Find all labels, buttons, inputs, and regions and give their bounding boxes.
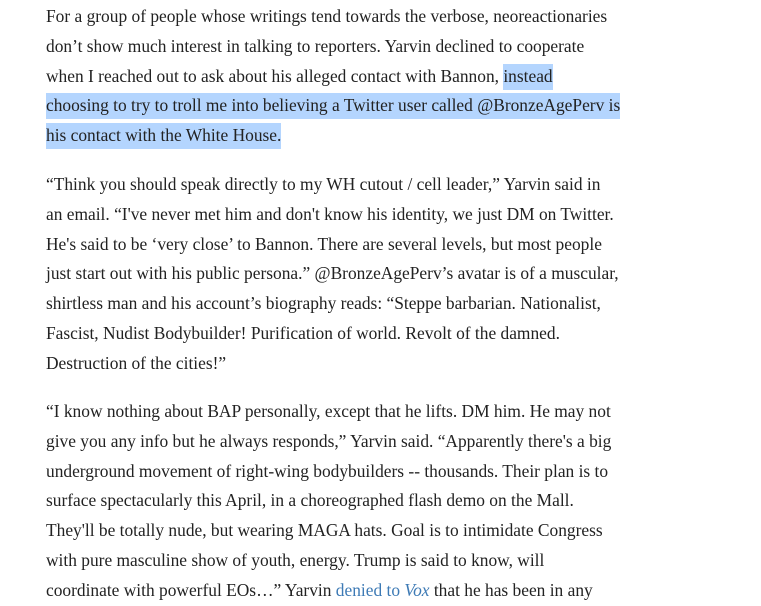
text-line: [46, 62, 620, 92]
text-line: [46, 91, 620, 121]
text-line-part: that he has been in any: [429, 579, 593, 600]
paragraph-1: [46, 2, 620, 151]
vox-link-em[interactable]: Vox: [404, 579, 430, 600]
text-line: [46, 576, 611, 606]
paragraph-3: [46, 397, 611, 606]
text-line: with pure masculine show of youth, energy. Trump is said to know, will: [46, 549, 545, 570]
text-line: don’t show much interest in talking to reporters. Yarvin declined to cooperate: [46, 35, 585, 56]
text-line-part: when I reached out to ask about his alleged contact with Bannon,: [46, 65, 504, 86]
text-line: “I know nothing about BAP personally, except that he lifts. DM him. He may not: [46, 401, 611, 421]
text-line: He's said to be ‘very close’ to Bannon. There are several levels, but most people: [46, 233, 602, 254]
text-line: underground movement of right-wing bodybuilders -- thousands. Their plan is to: [46, 460, 609, 481]
selected-text[interactable]: choosing to try to troll me into believing a Twitter user called @BronzeAgePerv is: [46, 93, 620, 119]
paragraph-2: [46, 170, 619, 379]
selected-text[interactable]: his contact with the White House.: [46, 123, 281, 149]
text-line: “Think you should speak directly to my WH cutout / cell leader,” Yarvin said in: [46, 174, 601, 194]
text-line: [46, 121, 620, 151]
text-line: surface spectacularly this April, in a choreographed flash demo on the Mall.: [46, 490, 574, 511]
text-line: They'll be totally nude, but wearing MAGA hats. Goal is to intimidate Congress: [46, 520, 603, 541]
text-line: For a group of people whose writings tend towards the verbose, neoreactionaries: [46, 6, 608, 26]
text-line: an email. “I've never met him and don't know his identity, we just DM on Twitter.: [46, 203, 614, 224]
text-line: just start out with his public persona.” @BronzeAgePerv’s avatar is of a muscular,: [46, 263, 619, 284]
text-line: Fascist, Nudist Bodybuilder! Purification of world. Revolt of the damned.: [46, 322, 560, 343]
text-line: Destruction of the cities!”: [46, 352, 227, 373]
vox-link-text[interactable]: denied to: [335, 579, 405, 600]
selected-text[interactable]: instead: [503, 64, 552, 90]
vox-link[interactable]: [336, 580, 430, 600]
text-line: give you any info but he always responds,” Yarvin said. “Apparently there's a big: [46, 430, 612, 451]
text-line: shirtless man and his account’s biography reads: “Steppe barbarian. Nationalist,: [46, 293, 601, 314]
text-line-part: coordinate with powerful EOs…” Yarvin: [46, 579, 336, 600]
